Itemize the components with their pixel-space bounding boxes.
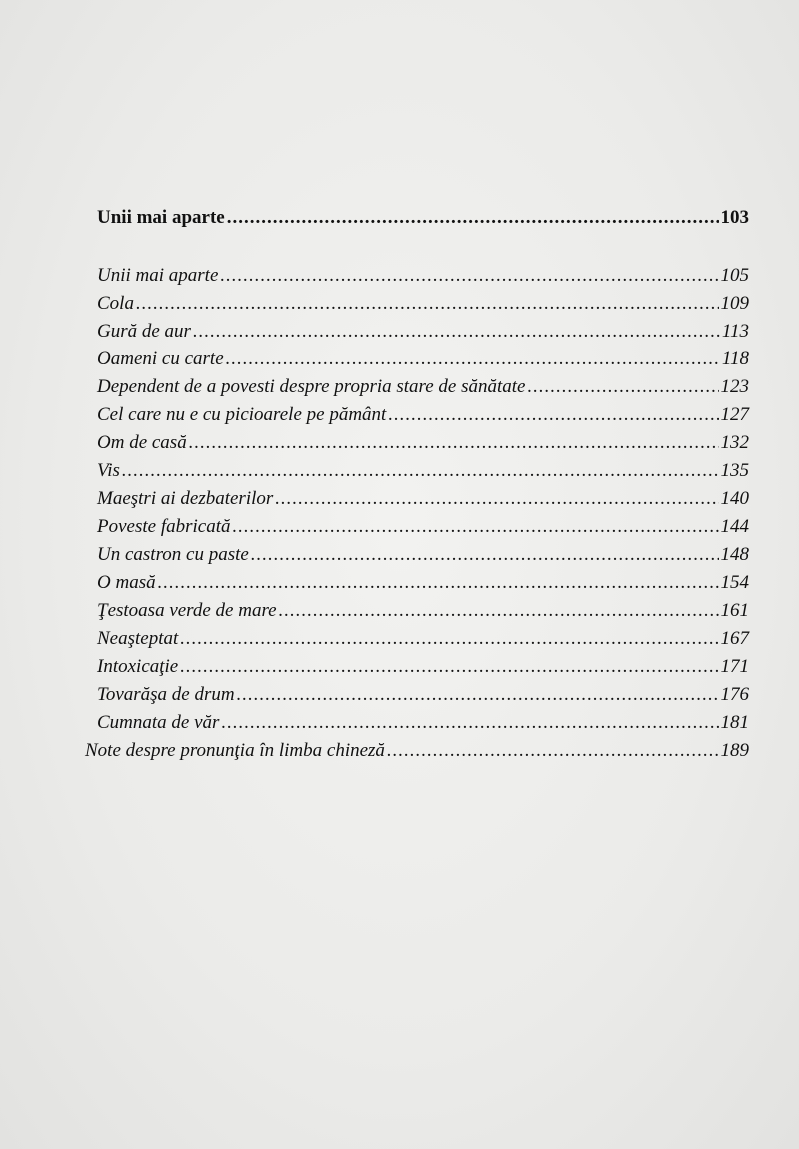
toc-dot-leader	[251, 544, 719, 566]
toc-dot-leader	[387, 740, 719, 762]
toc-entry-title: Cel care nu e cu picioarele pe pământ	[97, 404, 387, 425]
toc-entry	[97, 516, 749, 538]
toc-entry-title: Intoxicaţie	[97, 656, 179, 677]
toc-dot-leader	[193, 321, 720, 343]
toc-dot-leader	[388, 404, 718, 426]
toc-entry-page: 154	[720, 572, 749, 593]
toc-entry	[97, 460, 749, 482]
toc-entry	[97, 628, 749, 650]
toc-entry-page: 161	[720, 600, 749, 621]
toc-entry	[97, 712, 749, 734]
toc-dot-leader	[221, 712, 718, 734]
toc-section-page: 103	[720, 207, 749, 228]
toc-entry-page: 123	[720, 376, 749, 397]
toc-entry	[97, 404, 749, 426]
toc-entry	[97, 293, 749, 315]
toc-entry-page: 167	[720, 628, 749, 649]
toc-entry-title: Om de casă	[97, 432, 187, 453]
toc-entry-page: 148	[720, 544, 749, 565]
toc-entry	[85, 740, 749, 762]
toc-entry-title: Dependent de a povesti despre propria stare de sănătate	[97, 376, 526, 397]
toc-dot-leader	[233, 516, 719, 538]
toc-entry	[97, 321, 749, 343]
toc-entry	[97, 488, 749, 510]
toc-entry	[97, 600, 749, 622]
toc-dot-leader	[180, 628, 718, 650]
toc-entry-page: 140	[720, 488, 749, 509]
toc-entry-title: Un castron cu paste	[97, 544, 249, 565]
toc-entry-page: 127	[720, 404, 749, 425]
toc-entry-title: Note despre pronunţia în limba chineză	[85, 740, 385, 761]
toc-section-title: Unii mai aparte	[97, 207, 225, 228]
toc-entry-title: Oameni cu carte	[97, 348, 224, 369]
toc-entry-title: Cola	[97, 293, 134, 314]
toc-dot-leader	[279, 600, 719, 622]
toc-entry	[97, 432, 749, 454]
toc-entry-page: 171	[720, 656, 749, 677]
toc-dot-leader	[180, 656, 718, 678]
toc-entry	[97, 376, 749, 398]
toc-entry-title: Cumnata de văr	[97, 712, 220, 733]
toc-entry-title: Tovarăşa de drum	[97, 684, 235, 705]
toc-entry-page: 181	[720, 712, 749, 733]
toc-dot-leader	[527, 376, 718, 398]
toc-entry-page: 189	[720, 740, 749, 761]
toc-entry-page: 113	[721, 321, 749, 342]
toc-entry-page: 176	[720, 684, 749, 705]
toc-dot-leader	[189, 432, 719, 454]
toc-entry-title: Poveste fabricată	[97, 516, 231, 537]
toc-entry-page: 105	[720, 265, 749, 286]
toc-entry-page: 144	[720, 516, 749, 537]
toc-dot-leader	[237, 684, 719, 706]
toc-entry	[97, 265, 749, 287]
toc-entry	[97, 684, 749, 706]
toc-entry-page: 109	[720, 293, 749, 314]
toc-dot-leader	[158, 572, 719, 594]
toc-entry-title: Maeştri ai dezbaterilor	[97, 488, 274, 509]
toc-entry	[97, 656, 749, 678]
toc-entry-title: O masă	[97, 572, 156, 593]
toc-entry	[97, 544, 749, 566]
toc-section-heading	[97, 207, 749, 229]
toc-entry-title: Unii mai aparte	[97, 265, 219, 286]
toc-entry	[97, 572, 749, 594]
toc-entry	[97, 348, 749, 370]
toc-dot-leader	[220, 265, 718, 287]
toc-dot-leader	[227, 207, 719, 229]
toc-dot-leader	[226, 348, 720, 370]
toc-entry-title: Vis	[97, 460, 120, 481]
toc-dot-leader	[136, 293, 719, 315]
toc-dot-leader	[122, 460, 719, 482]
toc-dot-leader	[275, 488, 718, 510]
toc-entry-page: 118	[721, 348, 749, 369]
toc-entry-title: Ţestoasa verde de mare	[97, 600, 277, 621]
toc-entry-page: 135	[720, 460, 749, 481]
toc-entry-page: 132	[720, 432, 749, 453]
toc-entry-title: Neaşteptat	[97, 628, 179, 649]
toc-entry-title: Gură de aur	[97, 321, 191, 342]
